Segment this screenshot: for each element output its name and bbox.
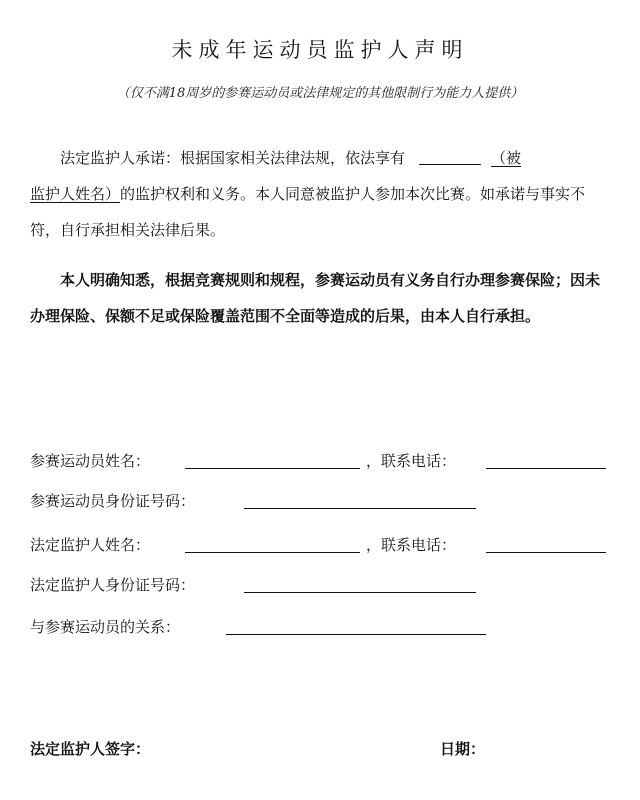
- guardian-phone-line[interactable]: [486, 552, 606, 553]
- guardian-id-line[interactable]: [244, 592, 476, 593]
- date-label: 日期：: [440, 740, 486, 758]
- ward-name-inline-blank[interactable]: [419, 146, 481, 165]
- athlete-name-line[interactable]: [185, 468, 360, 469]
- guardian-name-row: [30, 534, 610, 558]
- commitment-text-a: 法定监护人承诺：根据国家相关法律法规，依法享有: [60, 149, 406, 167]
- guardian-name-line[interactable]: [185, 552, 360, 553]
- relationship-label: 与参赛运动员的关系：: [30, 618, 181, 636]
- athlete-id-line[interactable]: [244, 508, 476, 509]
- athlete-phone-label: ，联系电话：: [366, 452, 457, 470]
- relationship-row: [30, 616, 610, 640]
- document-subtitle: （仅不满18周岁的参赛运动员或法律规定的其他限制行为能力人提供）: [116, 86, 524, 101]
- athlete-name-label: 参赛运动员姓名：: [30, 452, 151, 470]
- guardian-name-label: 法定监护人姓名：: [30, 536, 151, 554]
- guardian-phone-label: ，联系电话：: [366, 536, 457, 554]
- athlete-name-row: [30, 450, 610, 474]
- document-title: 未成年运动员监护人声明: [171, 38, 469, 62]
- commitment-text-d: 的监护权利和义务。本人同意被监护人参加本次比赛。如承诺与事实不符，自行承担相关法律后果。: [30, 185, 586, 239]
- insurance-paragraph: [30, 262, 610, 334]
- commitment-text-b: （被: [491, 149, 522, 167]
- relationship-line[interactable]: [226, 634, 486, 635]
- athlete-id-label: 参赛运动员身份证号码：: [30, 492, 196, 510]
- guardian-id-row: [30, 574, 610, 598]
- insurance-text: 本人明确知悉，根据竞赛规则和规程，参赛运动员有义务自行办理参赛保险；因未办理保险、保额不足或保险覆盖范围不全面等造成的后果，由本人自行承担。: [30, 271, 601, 325]
- athlete-phone-line[interactable]: [486, 468, 606, 469]
- guardian-id-label: 法定监护人身份证号码：: [30, 576, 196, 594]
- commitment-text-c: 监护人姓名）: [30, 185, 121, 203]
- athlete-id-row: [30, 490, 610, 514]
- guardian-signature-label: 法定监护人签字：: [30, 740, 151, 758]
- commitment-paragraph: [30, 140, 610, 248]
